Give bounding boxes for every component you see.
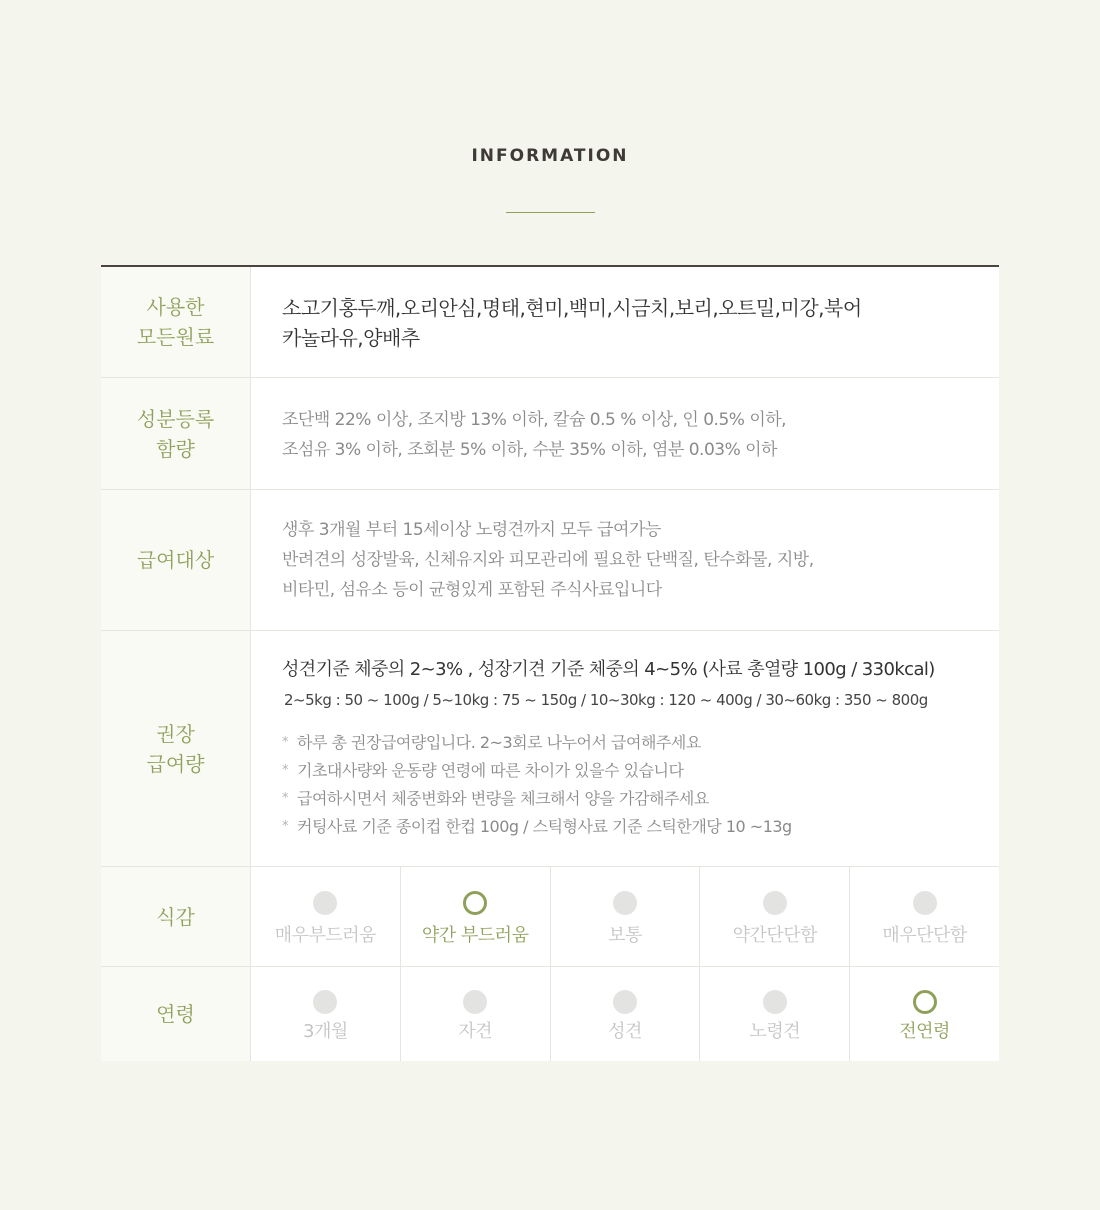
asterisk-icon: * — [282, 735, 288, 750]
texture-option — [700, 867, 850, 966]
feeding-main-text: 성견기준 체중의 2~3% , 성장기견 기준 체중의 4~5% (사료 총열량 100g / 330kcal) — [282, 659, 935, 680]
texture-option — [551, 867, 701, 966]
section-title: INFORMATION — [471, 146, 629, 166]
note-item — [282, 785, 999, 813]
composition-line: 조섬유 3% 이하, 조회분 5% 이하, 수분 35% 이하, 염분 0.03% 이하 — [282, 440, 777, 460]
row-label-composition: 성분등록 함량 — [101, 378, 251, 489]
row-label-ingredients: 사용한 모든원료 — [101, 267, 251, 377]
age-option-label: 전연령 — [899, 1021, 950, 1042]
radio-dot-icon — [613, 891, 637, 915]
radio-dot-icon — [463, 990, 487, 1014]
texture-options — [251, 867, 999, 966]
age-option — [251, 967, 401, 1061]
texture-option-label: 매우단단함 — [882, 925, 967, 946]
radio-dot-icon — [313, 990, 337, 1014]
note-item — [282, 757, 999, 785]
row-composition — [101, 378, 999, 490]
row-label-age: 연령 — [101, 967, 251, 1061]
note-text: 기초대사량와 운동량 연령에 따른 차이가 있을수 있습니다 — [297, 761, 684, 780]
asterisk-icon: * — [282, 819, 288, 834]
texture-option-label: 보통 — [608, 925, 642, 946]
radio-dot-icon — [613, 990, 637, 1014]
row-label-feeding: 권장 급여량 — [101, 631, 251, 866]
texture-option — [850, 867, 999, 966]
age-option-label: 노령견 — [749, 1021, 801, 1042]
row-label-texture: 식감 — [101, 867, 251, 966]
composition-content — [251, 378, 999, 489]
title-divider — [506, 212, 595, 213]
radio-dot-icon — [763, 891, 787, 915]
info-table — [101, 265, 999, 1061]
target-content — [251, 490, 999, 630]
target-line: 생후 3개월 부터 15세이상 노령견까지 모두 급여가능 — [282, 520, 661, 540]
asterisk-icon: * — [282, 791, 288, 806]
age-option — [551, 967, 701, 1061]
texture-option-label: 매우부드러움 — [274, 925, 377, 946]
radio-dot-icon — [313, 891, 337, 915]
row-label-target: 급여대상 — [101, 490, 251, 630]
age-option — [850, 967, 999, 1061]
row-ingredients — [101, 267, 999, 378]
age-option — [700, 967, 850, 1061]
age-option-label: 3개월 — [303, 1021, 348, 1042]
feeding-content — [251, 631, 999, 866]
radio-dot-icon — [763, 990, 787, 1014]
age-options — [251, 967, 999, 1061]
age-option — [401, 967, 551, 1061]
note-text: 급여하시면서 체중변화와 변량을 체크해서 양을 가감해주세요 — [297, 789, 709, 808]
note-item — [282, 729, 999, 757]
note-item — [282, 813, 999, 841]
target-line: 반려견의 성장발육, 신체유지와 피모관리에 필요한 단백질, 탄수화물, 지방, — [282, 550, 814, 570]
note-text: 하루 총 권장급여량입니다. 2~3회로 나누어서 급여해주세요 — [297, 733, 701, 752]
composition-line: 조단백 22% 이상, 조지방 13% 이하, 칼슘 0.5 % 이상, 인 0.5% 이하, — [282, 410, 787, 430]
ingredients-line: 소고기홍두깨,오리안심,명태,현미,백미,시금치,보리,오트밀,미강,북어 — [282, 296, 862, 320]
ingredients-content — [251, 267, 999, 377]
ingredients-line: 카놀라유,양배추 — [282, 326, 420, 350]
radio-dot-icon — [913, 891, 937, 915]
row-target — [101, 490, 999, 631]
texture-option — [401, 867, 551, 966]
row-texture — [101, 867, 999, 967]
feeding-notes — [282, 729, 999, 841]
asterisk-icon: * — [282, 763, 288, 778]
radio-dot-icon — [913, 990, 937, 1014]
feeding-weight-table: 2~5kg : 50 ~ 100g / 5~10kg : 75 ~ 150g / 10~30kg : 120 ~ 400g / 30~60kg : 350 ~ 800g — [284, 691, 928, 709]
radio-dot-icon — [463, 891, 487, 915]
age-option-label: 자견 — [458, 1021, 493, 1042]
target-line: 비타민, 섬유소 등이 균형있게 포함된 주식사료입니다 — [282, 580, 662, 600]
note-text: 커팅사료 기준 종이컵 한컵 100g / 스틱형사료 기준 스틱한개당 10 ~13g — [297, 817, 792, 836]
texture-option — [251, 867, 401, 966]
texture-option-label: 약간단단함 — [732, 925, 818, 946]
row-feeding — [101, 631, 999, 867]
texture-option-label: 약간 부드러움 — [421, 925, 529, 946]
row-age — [101, 967, 999, 1061]
age-option-label: 성견 — [608, 1021, 642, 1042]
